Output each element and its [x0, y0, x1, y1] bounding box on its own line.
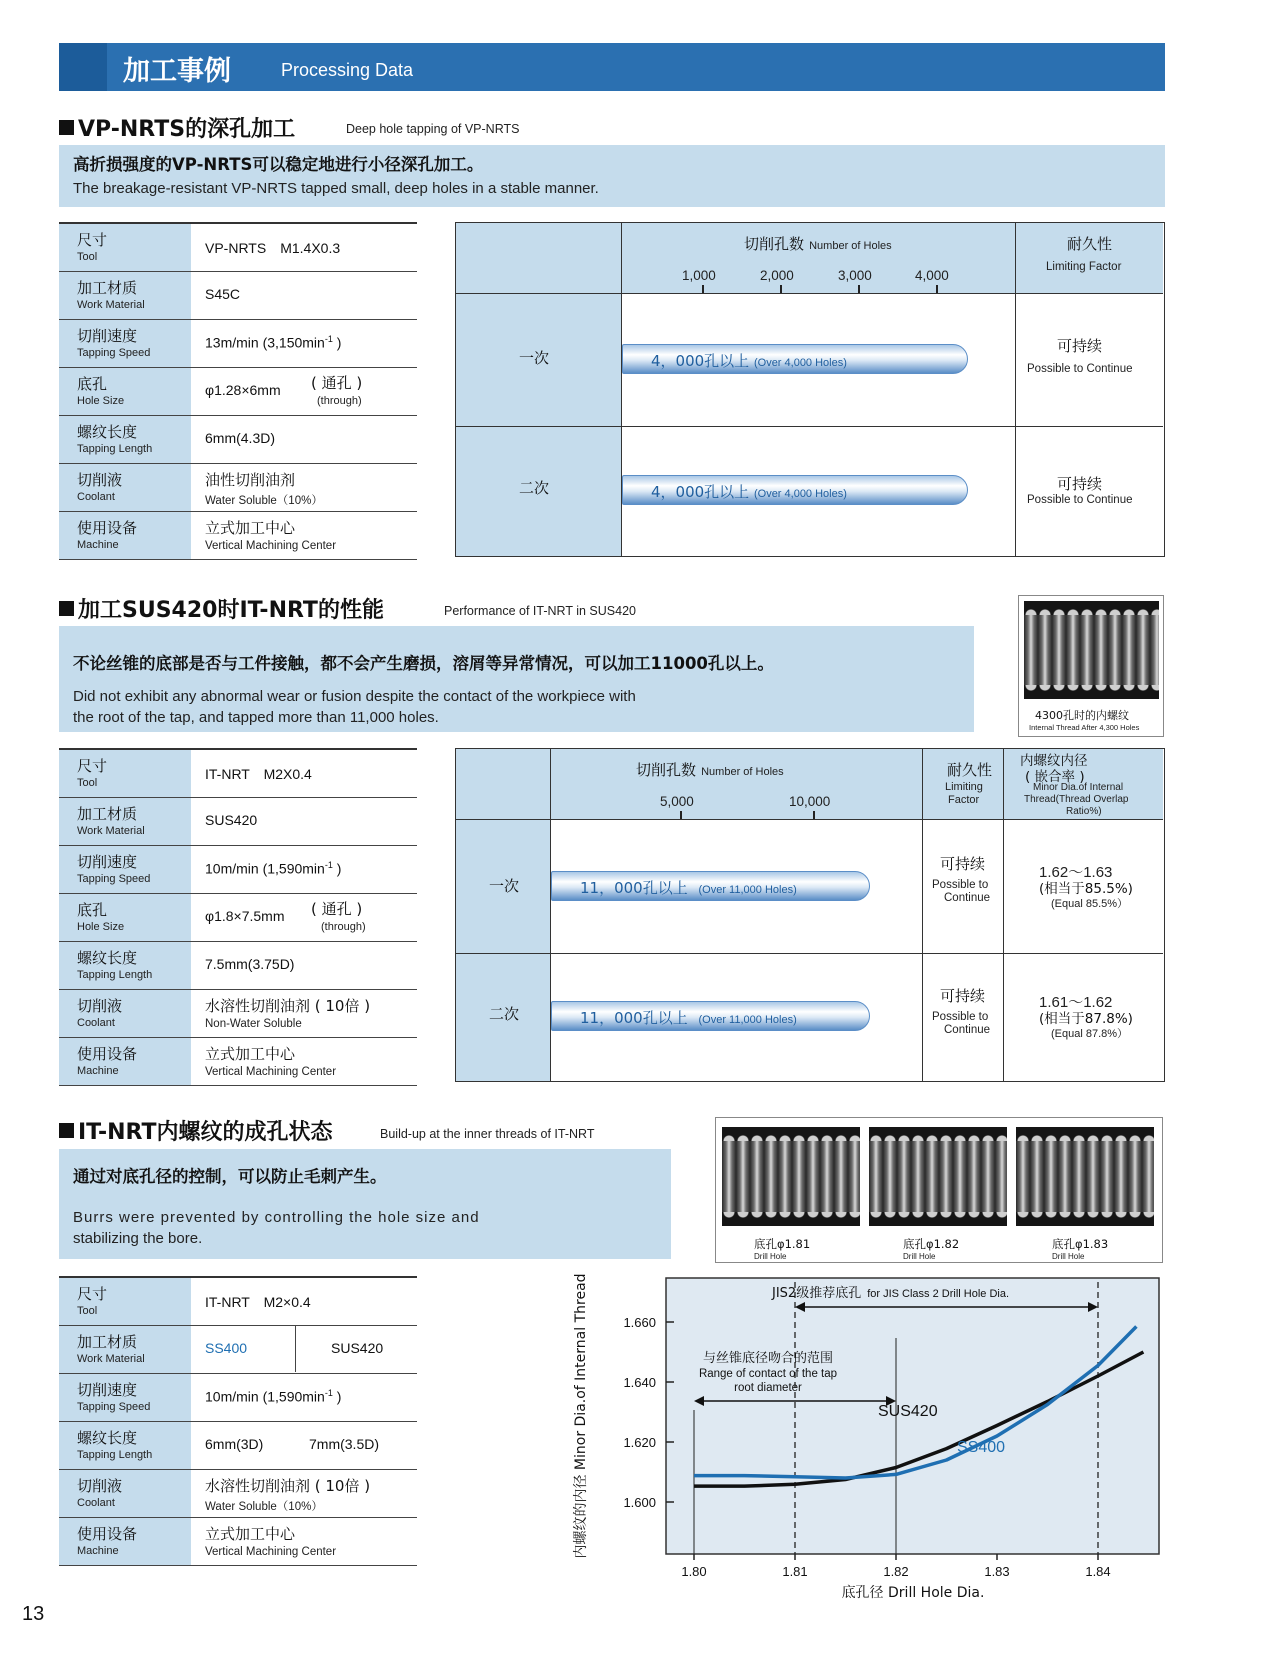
section1-spec-table — [59, 222, 417, 560]
spec-row-machine: 使用设备 Machine 立式加工中心 Vertical Machining Center — [59, 512, 417, 560]
drill-hole-photos: 底孔φ1.81 Drill Hole 底孔φ1.82 Drill Hole 底孔φ1.83 Drill Hole — [715, 1117, 1163, 1263]
jis-label-zh: JIS2级推荐底孔 — [772, 1286, 862, 1301]
section2-result-table: 切削孔数 Number of Holes 5,000 10,000 耐久性 Limiting Factor 内螺纹内径 ( 嵌合率 ) Minor Dia.of Internal Thread(Thread Overlap Ratio%) 一次 二次 11，000孔以上 (Over 11,000 Holes) 11，000孔以上 (Over 11,000 Holes) 可持续 Possible to Continue 可持续 Possible to Continue 1.62～1.63 (相当于85.5%) (Equal 85.5%） 1.61～1.62 (相当于87.8%) (Equal 87.8%） — [455, 748, 1165, 1082]
y-axis-label: 内螺纹的内径 Minor Dia.of Internal Thread — [573, 1273, 589, 1559]
x-tick-label: 1.84 — [1085, 1564, 1111, 1579]
square-bullet-icon — [59, 120, 74, 135]
jis-label — [771, 1285, 1009, 1301]
contact-label-en1: Range of contact of the tap — [698, 1368, 838, 1380]
spec-row-coolant: 切削液 Coolant 油性切削油剂 Water Soluble（10%） — [59, 464, 417, 512]
y-tick-label: 1.660 — [623, 1315, 656, 1330]
row-label-second: 二次 — [519, 479, 550, 497]
holes-bar-second: 4，000孔以上 (Over 4,000 Holes) — [622, 475, 968, 505]
contact-label-en2: root diameter — [734, 1382, 802, 1394]
section2-subtitle: Performance of IT-NRT in SUS420 — [444, 604, 636, 618]
page-number: 13 — [22, 1603, 45, 1625]
spec-row-material: 加工材质 Work Material S45C — [59, 272, 417, 320]
section1-summary-en: The breakage-resistant VP-NRTS tapped small, deep holes in a stable manner. — [73, 180, 599, 197]
section2-title: 加工SUS420时IT-NRT的性能 — [59, 593, 384, 624]
tick-label: 4,000 — [915, 268, 949, 283]
spec-row-speed: 切削速度 Tapping Speed 13m/min ($3,150\min^{-1}$ ) — [59, 320, 417, 368]
header-title-en: Processing Data — [281, 60, 414, 80]
thread-image-183 — [1016, 1127, 1154, 1226]
thread-photo-4300: 4300孔时的内螺纹 Internal Thread After 4,300 Holes — [1018, 595, 1164, 737]
x-tick-label: 1.82 — [883, 1564, 909, 1579]
y-tick-label: 1.640 — [623, 1375, 656, 1390]
jis-label-en: for JIS Class 2 Drill Hole Dia. — [867, 1288, 1010, 1300]
tick-label: 1,000 — [682, 268, 716, 283]
holes-bar-second: 11，000孔以上 (Over 11,000 Holes) — [551, 1001, 870, 1031]
spec-row-hole: 底孔 Hole Size φ1.28×6mm ( 通孔 ) (through) — [59, 368, 417, 416]
holes-bar-first: 4，000孔以上 (Over 4,000 Holes) — [622, 344, 968, 374]
holes-bar-first: 11，000孔以上 (Over 11,000 Holes) — [551, 871, 870, 901]
section1-title: VP-NRTS的深孔加工 — [59, 112, 295, 143]
square-bullet-icon — [59, 1123, 74, 1138]
x-tick-label: 1.80 — [681, 1564, 707, 1579]
section3-subtitle: Build-up at the inner threads of IT-NRT — [380, 1127, 595, 1141]
contact-label-zh: 与丝锥底径吻合的范围 — [702, 1351, 834, 1366]
square-bullet-icon — [59, 601, 74, 616]
header-tab — [59, 43, 107, 91]
tick-label: 2,000 — [760, 268, 794, 283]
section3-title: IT-NRT内螺纹的成孔状态 — [59, 1115, 332, 1146]
row-label-first: 一次 — [519, 349, 550, 367]
x-axis-label: 底孔径 Drill Hole Dia. — [841, 1585, 985, 1601]
x-tick-label: 1.83 — [984, 1564, 1010, 1579]
section1-subtitle: Deep hole tapping of VP-NRTS — [346, 122, 520, 136]
y-tick-label: 1.620 — [623, 1435, 656, 1450]
section1-result-table: 切削孔数 Number of Holes 1,000 2,000 3,000 4,000 耐久性 Limiting Factor 一次 二次 4，000孔以上 (Over 4,000 Holes) 4，000孔以上 (Over 4,000 Holes) 可持续 Possible to Continue 可持续 Possible to Continue — [455, 222, 1165, 557]
section1-summary — [59, 145, 1165, 207]
section1-summary-zh: 高折损强度的VP-NRTS可以稳定地进行小径深孔加工。 — [73, 155, 484, 174]
minor-diameter-chart — [560, 1270, 1170, 1610]
x-tick-label: 1.81 — [782, 1564, 808, 1579]
section2-spec-table: 尺寸 Tool IT-NRT M2X0.4 加工材质 Work Material SUS420 切削速度 Tapping Speed 10m/min ($1,590\min^{-1}$ ) 底孔 Hole Size φ1.8×7.5mm ( 通孔 ) (through) 螺纹长度 Tapping Length 7.5mm(3.75D) 切削液 Coolant 水溶性切削油剂 ( 10倍 ) Non-Water Soluble 使用设备 Machine 立式加工中心 Vertical Machining Center — [59, 748, 417, 1086]
section2-summary: 不论丝锥的底部是否与工件接触，都不会产生磨损，溶屑等异常情况，可以加工11000孔以上。 Did not exhibit any abnormal wear or fusion despite the contact of the workpiece with the root of the tap, and tapped more than 11,000 holes. — [59, 626, 974, 732]
section3-spec-table: 尺寸 Tool IT-NRT M2×0.4 加工材质 Work Material SS400 SUS420 切削速度 Tapping Speed 10m/min ($1,590\min^{-1}$ ) 螺纹长度 Tapping Length 6mm(3D) 7mm(3.5D) 切削液 Coolant 水溶性切削油剂 ( 10倍 ) Water Soluble（10%） 使用设备 Machine 立式加工中心 Vertical Machining Center — [59, 1276, 417, 1566]
series-label-ss400: SS400 — [957, 1439, 1006, 1456]
spec-row-tool: 尺寸 Tool VP-NRTS M1.4X0.3 — [59, 224, 417, 272]
thread-image-181 — [722, 1127, 860, 1226]
thread-image-182 — [869, 1127, 1007, 1226]
thread-image — [1024, 601, 1159, 699]
tick-label: 3,000 — [838, 268, 872, 283]
spec-row-length: 螺纹长度 Tapping Length 6mm(4.3D) — [59, 416, 417, 464]
series-label-sus420: SUS420 — [878, 1403, 938, 1420]
row-label-col — [456, 294, 621, 556]
y-tick-label: 1.600 — [623, 1495, 656, 1510]
section3-summary: 通过对底孔径的控制，可以防止毛刺产生。 Burrs were prevented by controlling the hole size and stabilizing the bore. — [59, 1149, 671, 1259]
header-title-zh: 加工事例 — [123, 56, 231, 87]
page-header — [59, 43, 1165, 91]
